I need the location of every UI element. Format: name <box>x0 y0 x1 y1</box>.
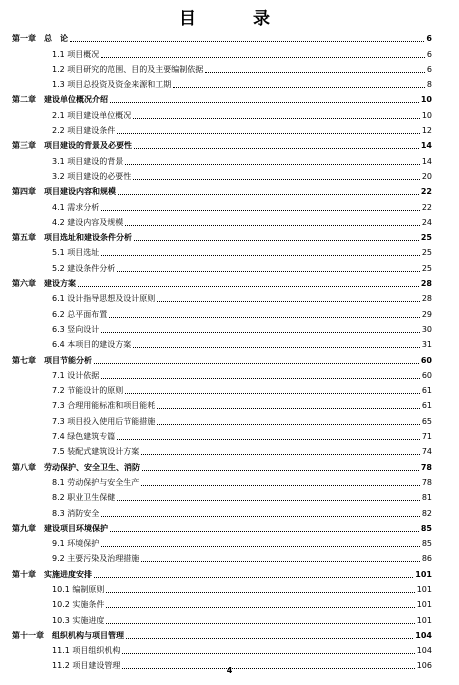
toc-entry-page: 14 <box>421 156 432 166</box>
toc-entry-label: 10.2 实施条件 <box>52 600 105 610</box>
toc-entry-label: 8.2 职业卫生保健 <box>52 493 116 503</box>
toc-entry-label: 9.1 环境保护 <box>52 539 100 549</box>
toc-leader-dots <box>101 331 420 333</box>
toc-chapter-entry[interactable] <box>12 90 432 105</box>
toc-section-entry[interactable] <box>12 381 432 396</box>
toc-chapter-entry[interactable] <box>12 350 432 365</box>
toc-entry-page: 101 <box>416 584 432 594</box>
toc-section-entry[interactable] <box>12 60 432 75</box>
toc-entry-label: 9.2 主要污染及治理措施 <box>52 554 140 564</box>
toc-entry-label: 10.3 实施进度 <box>52 615 105 625</box>
toc-section-entry[interactable] <box>12 44 432 59</box>
toc-entry-page: 60 <box>420 355 432 365</box>
toc-leader-dots <box>117 499 420 501</box>
toc-entry-page: 106 <box>416 661 432 671</box>
toc-chapter-entry[interactable] <box>12 274 432 289</box>
toc-section-entry[interactable] <box>12 289 432 304</box>
toc-section-entry[interactable] <box>12 213 432 228</box>
page-number: 4 <box>226 666 233 675</box>
toc-section-entry[interactable] <box>12 427 432 442</box>
toc-leader-dots <box>133 117 420 119</box>
toc-entry-page: 85 <box>421 539 432 549</box>
toc-entry-label: 8.1 劳动保护与安全生产 <box>52 477 140 487</box>
toc-entry-label: 2.1 项目建设单位概况 <box>52 110 132 120</box>
toc-entry-label: 7.3 项目投入使用后节能措施 <box>52 416 156 426</box>
toc-entry-page: 85 <box>420 523 432 533</box>
toc-leader-dots <box>117 270 420 272</box>
toc-entry-page: 71 <box>421 432 432 442</box>
toc-section-entry[interactable] <box>12 304 432 319</box>
toc-leader-dots <box>109 316 420 318</box>
toc-leader-dots <box>157 423 420 425</box>
toc-leader-dots <box>125 224 420 226</box>
toc-leader-dots <box>106 622 414 624</box>
toc-leader-dots <box>101 209 420 211</box>
toc-entry-label: 第八章 劳动保护、安全卫生、消防 <box>12 462 140 472</box>
toc-section-entry[interactable] <box>12 335 432 350</box>
toc-entry-label: 第一章 总 论 <box>12 34 68 44</box>
toc-entry-label: 6.3 竖向设计 <box>52 324 100 334</box>
toc-entry-page: 8 <box>426 80 432 90</box>
toc-entry-label: 6.2 总平面布置 <box>52 309 108 319</box>
table-of-contents <box>12 29 432 671</box>
toc-entry-page: 14 <box>420 141 432 151</box>
toc-entry-page: 12 <box>421 126 432 136</box>
toc-section-entry[interactable] <box>12 473 432 488</box>
toc-leader-dots <box>94 576 413 578</box>
toc-entry-page: 25 <box>421 263 432 273</box>
toc-entry-page: 81 <box>421 493 432 503</box>
toc-leader-dots <box>141 453 420 455</box>
toc-section-entry[interactable] <box>12 366 432 381</box>
toc-entry-page: 6 <box>426 34 432 44</box>
toc-entry-page: 22 <box>420 187 432 197</box>
toc-leader-dots <box>134 239 419 241</box>
toc-title: 目 录 <box>179 9 290 29</box>
toc-entry-page: 65 <box>421 416 432 426</box>
toc-entry-label: 7.3 合理用能标准和项目能耗 <box>52 401 156 411</box>
toc-entry-page: 24 <box>421 217 432 227</box>
toc-section-entry[interactable] <box>12 580 432 595</box>
toc-leader-dots <box>106 591 414 593</box>
toc-entry-label: 第七章 项目节能分析 <box>12 355 92 365</box>
toc-entry-label: 1.1 项目概况 <box>52 49 100 59</box>
toc-entry-page: 31 <box>421 340 432 350</box>
toc-leader-dots <box>101 515 420 517</box>
toc-entry-label: 第六章 建设方案 <box>12 279 76 289</box>
toc-section-entry[interactable] <box>12 151 432 166</box>
toc-entry-page: 78 <box>421 477 432 487</box>
toc-chapter-entry[interactable] <box>12 182 432 197</box>
toc-leader-dots <box>134 147 419 149</box>
toc-leader-dots <box>173 86 425 88</box>
toc-leader-dots <box>142 469 419 471</box>
toc-entry-label: 6.1 设计指导思想及设计原则 <box>52 294 156 304</box>
toc-leader-dots <box>78 285 419 287</box>
toc-section-entry[interactable] <box>12 121 432 136</box>
toc-section-entry[interactable] <box>12 610 432 625</box>
toc-leader-dots <box>133 346 420 348</box>
toc-entry-page: 10 <box>420 95 432 105</box>
toc-entry-page: 104 <box>416 646 432 656</box>
toc-entry-label: 第九章 建设项目环境保护 <box>12 523 108 533</box>
toc-entry-page: 6 <box>426 49 432 59</box>
toc-chapter-entry[interactable] <box>12 457 432 472</box>
toc-chapter-entry[interactable] <box>12 136 432 151</box>
toc-section-entry[interactable] <box>12 549 432 564</box>
toc-entry-label: 10.1 编制原则 <box>52 584 105 594</box>
toc-leader-dots <box>110 101 419 103</box>
toc-leader-dots <box>106 606 414 608</box>
toc-entry-page: 25 <box>421 248 432 258</box>
toc-section-entry[interactable] <box>12 641 432 656</box>
toc-leader-dots <box>118 193 419 195</box>
toc-entry-label: 第四章 项目建设内容和规模 <box>12 187 116 197</box>
toc-section-entry[interactable] <box>12 243 432 258</box>
toc-leader-dots <box>117 132 420 134</box>
toc-leader-dots <box>101 545 420 547</box>
toc-entry-page: 30 <box>421 324 432 334</box>
toc-section-entry[interactable] <box>12 258 432 273</box>
toc-chapter-entry[interactable] <box>12 228 432 243</box>
toc-entry-page: 29 <box>421 309 432 319</box>
toc-leader-dots <box>141 484 420 486</box>
toc-entry-page: 25 <box>420 233 432 243</box>
toc-leader-dots <box>205 71 425 73</box>
toc-entry-label: 第十一章 组织机构与项目管理 <box>12 630 124 640</box>
toc-section-entry[interactable] <box>12 442 432 457</box>
toc-entry-label: 1.3 项目总投资及资金来源和工期 <box>52 80 172 90</box>
toc-entry-label: 11.1 项目组织机构 <box>52 646 121 656</box>
toc-entry-label: 第三章 项目建设的背景及必要性 <box>12 141 132 151</box>
toc-entry-page: 104 <box>415 630 432 640</box>
toc-leader-dots <box>157 300 420 302</box>
toc-entry-page: 10 <box>421 110 432 120</box>
toc-chapter-entry[interactable] <box>12 564 432 579</box>
toc-entry-label: 7.1 设计依据 <box>52 370 100 380</box>
toc-leader-dots <box>70 40 424 42</box>
toc-entry-page: 82 <box>421 508 432 518</box>
toc-leader-dots <box>133 178 420 180</box>
toc-entry-page: 61 <box>421 401 432 411</box>
toc-chapter-entry[interactable] <box>12 29 432 44</box>
toc-chapter-entry[interactable] <box>12 626 432 641</box>
toc-leader-dots <box>141 560 420 562</box>
toc-entry-page: 101 <box>415 569 432 579</box>
toc-entry-page: 28 <box>421 294 432 304</box>
toc-entry-label: 5.2 建设条件分析 <box>52 263 116 273</box>
toc-section-entry[interactable] <box>12 75 432 90</box>
toc-leader-dots <box>126 637 413 639</box>
toc-entry-label: 7.5 装配式建筑设计方案 <box>52 447 140 457</box>
toc-section-entry[interactable] <box>12 396 432 411</box>
toc-entry-label: 7.2 节能设计的原则 <box>52 386 124 396</box>
toc-entry-page: 60 <box>421 370 432 380</box>
toc-entry-page: 20 <box>421 171 432 181</box>
toc-section-entry[interactable] <box>12 320 432 335</box>
toc-entry-label: 第二章 建设单位概况介绍 <box>12 95 108 105</box>
toc-entry-page: 28 <box>420 279 432 289</box>
toc-entry-label: 6.4 本项目的建设方案 <box>52 340 132 350</box>
toc-entry-label: 4.1 需求分析 <box>52 202 100 212</box>
toc-entry-page: 61 <box>421 386 432 396</box>
toc-entry-label: 5.1 项目选址 <box>52 248 100 258</box>
toc-entry-page: 101 <box>416 600 432 610</box>
toc-leader-dots <box>101 254 420 256</box>
toc-entry-page: 22 <box>421 202 432 212</box>
toc-entry-label: 8.3 消防安全 <box>52 508 100 518</box>
toc-leader-dots <box>125 392 420 394</box>
toc-entry-label: 2.2 项目建设条件 <box>52 126 116 136</box>
toc-section-entry[interactable] <box>12 167 432 182</box>
toc-entry-page: 86 <box>421 554 432 564</box>
toc-section-entry[interactable] <box>12 534 432 549</box>
toc-entry-label: 第十章 实施进度安排 <box>12 569 92 579</box>
toc-section-entry[interactable] <box>12 105 432 120</box>
toc-leader-dots <box>125 163 420 165</box>
toc-leader-dots <box>101 377 420 379</box>
toc-leader-dots <box>122 652 414 654</box>
toc-entry-page: 74 <box>421 447 432 457</box>
toc-leader-dots <box>157 407 420 409</box>
toc-leader-dots <box>94 362 419 364</box>
toc-entry-page: 101 <box>416 615 432 625</box>
toc-entry-label: 7.4 绿色建筑专篇 <box>52 432 116 442</box>
toc-chapter-entry[interactable] <box>12 519 432 534</box>
toc-entry-label: 3.2 项目建设的必要性 <box>52 171 132 181</box>
toc-entry-label: 4.2 建设内容及规模 <box>52 217 124 227</box>
toc-section-entry[interactable] <box>12 488 432 503</box>
toc-entry-page: 6 <box>426 64 432 74</box>
toc-entry-label: 3.1 项目建设的背景 <box>52 156 124 166</box>
toc-section-entry[interactable] <box>12 197 432 212</box>
toc-leader-dots <box>117 438 420 440</box>
toc-entry-label: 11.2 项目建设管理 <box>52 661 121 671</box>
toc-leader-dots <box>110 530 419 532</box>
toc-entry-label: 1.2 项目研究的范围、目的及主要编制依据 <box>52 64 204 74</box>
toc-entry-page: 78 <box>420 462 432 472</box>
toc-section-entry[interactable] <box>12 411 432 426</box>
toc-leader-dots <box>101 56 425 58</box>
toc-section-entry[interactable] <box>12 595 432 610</box>
toc-section-entry[interactable] <box>12 503 432 518</box>
toc-entry-label: 第五章 项目选址和建设条件分析 <box>12 233 132 243</box>
